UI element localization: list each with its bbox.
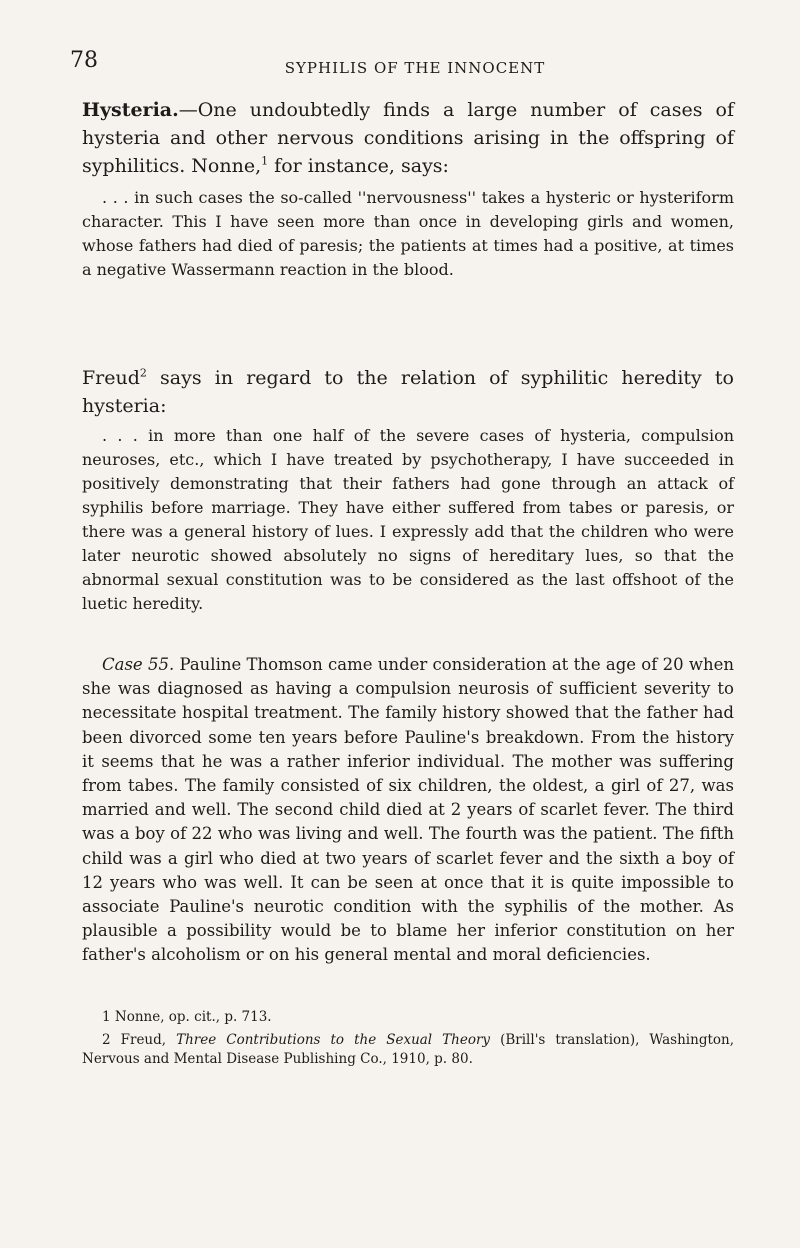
quote-freud: . . . in more than one half of the severe cases of hysteria, compulsion neuroses, etc., which I have treated by psychotherapy, I have succeeded in positively demonstrating that their fathers had gone through an attack of syphilis before marriage. They have either suffered from tabes or paresis, or there was a general history of lues. I expressly add that the children who were later neurotic showed absolutely no signs of hereditary lues, so that the abnormal sexual constitution was to be considered as the last offshoot of the luetic heredity. <box>82 426 734 613</box>
case-text: Pauline Thomson came under consideration at the age of 20 when she was diagnosed as having a compulsion neurosis of sufficient severity to necessitate hospital treatment. The family history showed that the father had been divorced some ten years before Pauline's breakdown. From the history it seems that he was a rather inferior individual. The mother was suffering from tabes. The family consisted of six children, the oldest, a girl of 27, was married and well. The second child died at 2 years of scarlet fever. The third was a boy of 22 who was living and well. The fourth was the patient. The fifth child was a girl who died at two years of scarlet fever and the sixth a boy of 12 years who was well. It can be seen at once that it is quite impossible to associate Pauline's neurotic condition with the syphilis of the mother. As plausible a possibility would be to blame her inferior constitution on her father's alcoholism or on his general mental and moral deficiencies. <box>82 655 734 965</box>
footnote-1 <box>82 1008 734 1027</box>
footnote-text: Nonne, op. cit., p. 713. <box>110 1009 272 1025</box>
footnote-ref[interactable]: 2 <box>139 366 147 380</box>
author-name: Freud <box>82 367 140 389</box>
footnote-text: Freud, <box>110 1032 177 1048</box>
footnote-number: 1 <box>102 1009 111 1025</box>
footnote-2 <box>82 1031 734 1069</box>
paragraph-hysteria <box>82 96 734 180</box>
footnote-ref[interactable]: 1 <box>261 154 269 168</box>
section-heading: Hysteria. <box>82 99 179 121</box>
running-head: SYPHILIS OF THE INNOCENT <box>284 59 546 77</box>
paragraph-freud <box>82 364 734 420</box>
paragraph-text: says in regard to the relation of syphilitic heredity to hysteria: <box>82 367 734 417</box>
footnote-number: 2 <box>102 1032 111 1048</box>
paragraph-text: for instance, says: <box>268 155 449 177</box>
case-label: Case 55. <box>102 655 175 674</box>
paragraph-text: —One undoubtedly finds a large number of cases of hysteria and other nervous conditions arising in the offspring of syphilitics. Nonne, <box>82 99 734 177</box>
case-55-paragraph <box>82 653 734 968</box>
footnote-text: (Brill's translation), Washington, Nervous and Mental Disease Publishing Co., 1910, p. 80. <box>82 1032 735 1067</box>
footnote-book-title: Three Contributions to the Sexual Theory <box>176 1032 491 1048</box>
quote-nonne: . . . in such cases the so-called ''nervousness'' takes a hysteric or hysteriform character. This I have seen more than once in developing girls and women, whose fathers had died of paresis; the patients at times had a positive, at times a negative Wassermann reaction in the blood. <box>82 188 734 279</box>
page-number: 78 <box>70 48 98 73</box>
